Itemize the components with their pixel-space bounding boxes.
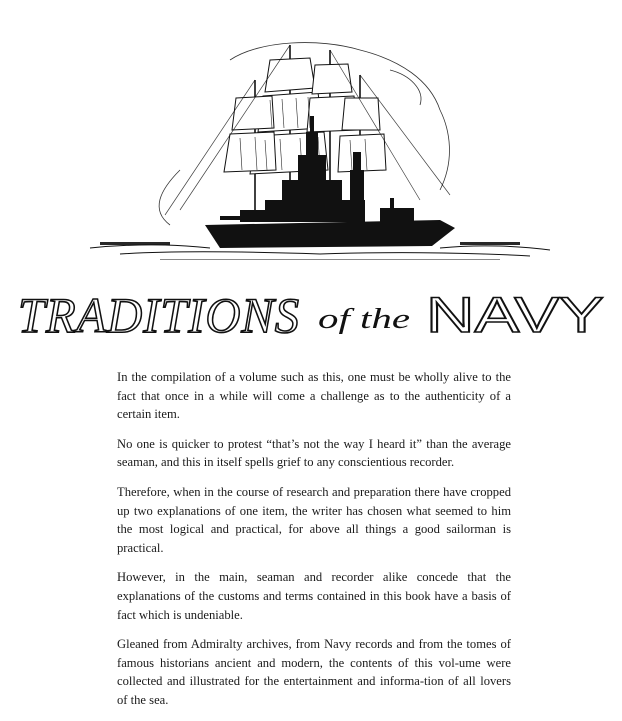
sailing-ship-and-battleship-icon — [60, 20, 560, 260]
title-word-of-the: of the — [318, 304, 410, 335]
page-title — [18, 280, 608, 346]
title-word-navy: NAVY — [426, 287, 604, 343]
title-word-traditions: TRADITIONS — [18, 287, 300, 343]
paragraph: No one is quicker to protest “that’s not the way I heard it” than the average seaman, and this in itself spells grief to any conscientious recorder. — [117, 436, 511, 470]
introduction-text — [117, 368, 511, 721]
paragraph: In the compilation of a volume such as this, one must be wholly alive to the fact that once in a while will come a challenge as to the authenticity of a certain item. — [117, 370, 511, 422]
paragraph: Therefore, when in the course of research and preparation there have cropped up two explanations of one item, the writer has chosen what seemed to him the most logical and practical, for above all things a good sailorman is practical. — [117, 484, 511, 555]
paragraph: However, in the main, seaman and recorder alike concede that the explanations of the customs and terms contained in this book have a basis of fact which is undeniable. — [117, 570, 511, 622]
paragraph: Gleaned from Admiralty archives, from Navy records and from the tomes of famous historians ancient and modern, the contents of this vol-ume were collected and illustrated for the entertainment and informa-tion of all lovers of the sea. — [117, 637, 511, 707]
ship-illustration — [60, 20, 560, 260]
